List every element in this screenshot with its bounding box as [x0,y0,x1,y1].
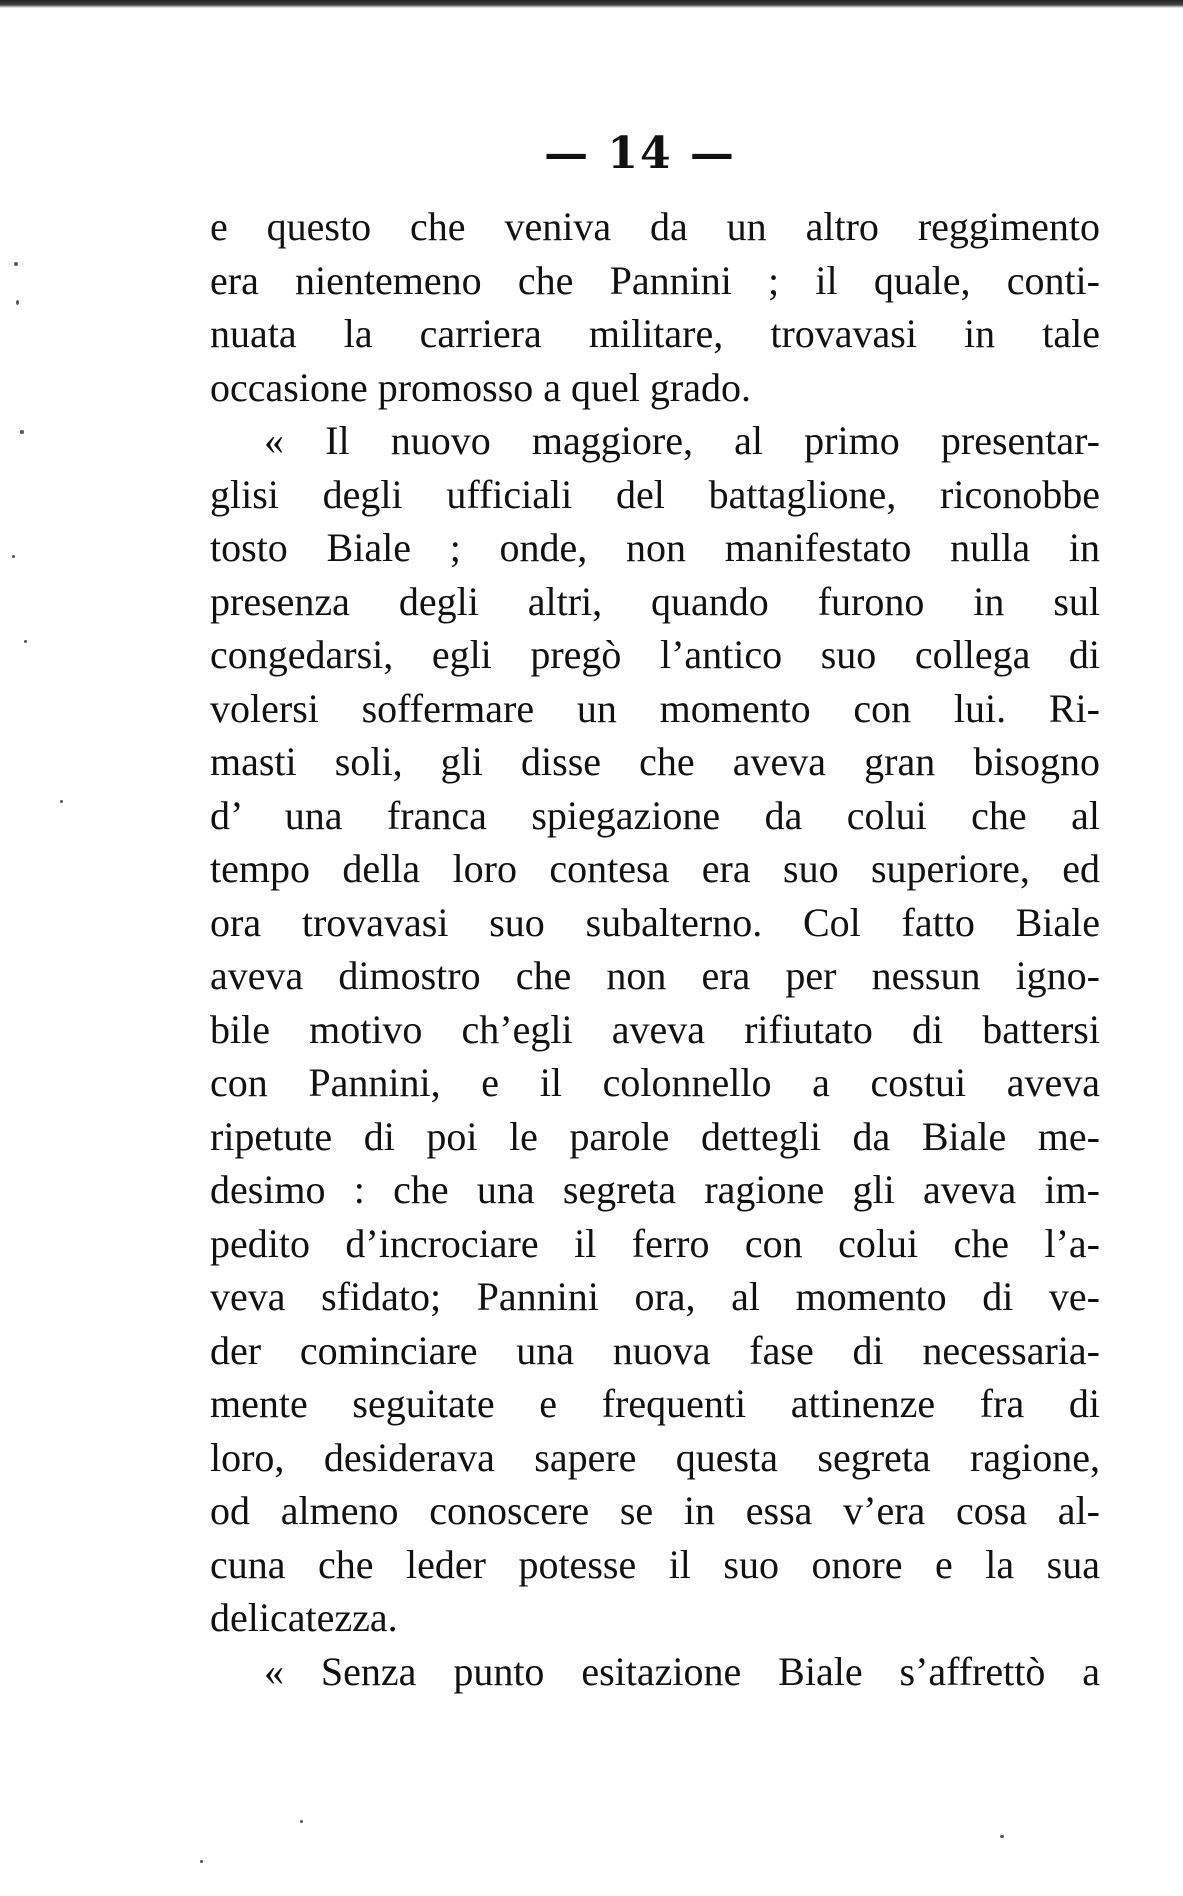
text-line: cuna che leder potesse il suo onore e la sua [210,1541,1100,1587]
print-speck [1000,1835,1004,1838]
text-line: mente seguitate e frequenti attinenze fra di [210,1381,1100,1426]
text-line: con Pannini, e il colonnello a costui aveva [210,1060,1100,1105]
page-number: — 14 — [544,128,736,179]
text-line: « Il nuovo maggiore, al primo presentar- [264,418,1100,463]
text-line: nuata la carriera militare, trovavasi in tale [210,311,1100,356]
text-line: era nientemeno che Pannini ; il quale, conti- [210,257,1100,303]
body-text [210,200,1100,1698]
print-speck [24,640,27,643]
text-line: occasione promosso a quel grado. [210,364,751,410]
text-line: od almeno conoscere se in essa v’era cosa al- [210,1488,1100,1533]
text-line: tempo della loro contesa era suo superiore, ed [210,846,1100,891]
text-line: presenza degli altri, quando furono in sul [210,578,1100,624]
text-line: desimo : che una segreta ragione gli aveva im- [210,1167,1100,1212]
text-line: masti soli, gli disse che aveva gran bisogno [210,739,1100,784]
text-line: e questo che veniva da un altro reggimento [210,204,1100,249]
text-line: volersi soffermare un momento con lui. Ri- [210,685,1100,731]
text-line: bile motivo ch’egli aveva rifiutato di battersi [210,1006,1100,1052]
print-speck [16,300,19,305]
text-line: tosto Biale ; onde, non manifestato nulla in [210,525,1100,570]
print-speck [200,1860,203,1863]
text-line: glisi degli ufficiali del battaglione, riconobbe [210,471,1100,517]
text-line: pedito d’incrociare il ferro con colui che l’a- [210,1220,1100,1266]
print-speck [20,430,24,434]
print-speck [12,555,15,558]
text-line: aveva dimostro che non era per nessun igno- [210,953,1100,998]
print-speck [60,800,63,803]
text-line: delicatezza. [210,1595,398,1640]
text-line: congedarsi, egli pregò l’antico suo collega di [210,632,1100,677]
print-speck [14,262,18,266]
text-line: « Senza punto esitazione Biale s’affrettò a [264,1648,1100,1694]
text-line: loro, desiderava sapere questa segreta ragione, [210,1434,1100,1480]
text-line: ripetute di poi le parole dettegli da Biale me- [210,1113,1100,1159]
text-line: d’ una franca spiegazione da colui che al [210,792,1100,838]
text-line: ora trovavasi suo subalterno. Col fatto Biale [210,899,1100,945]
print-speck [300,1820,303,1823]
text-line: der cominciare una nuova fase di necessaria- [210,1327,1100,1373]
top-rule [0,0,1183,8]
text-line: veva sfidato; Pannini ora, al momento di ve- [210,1274,1100,1319]
